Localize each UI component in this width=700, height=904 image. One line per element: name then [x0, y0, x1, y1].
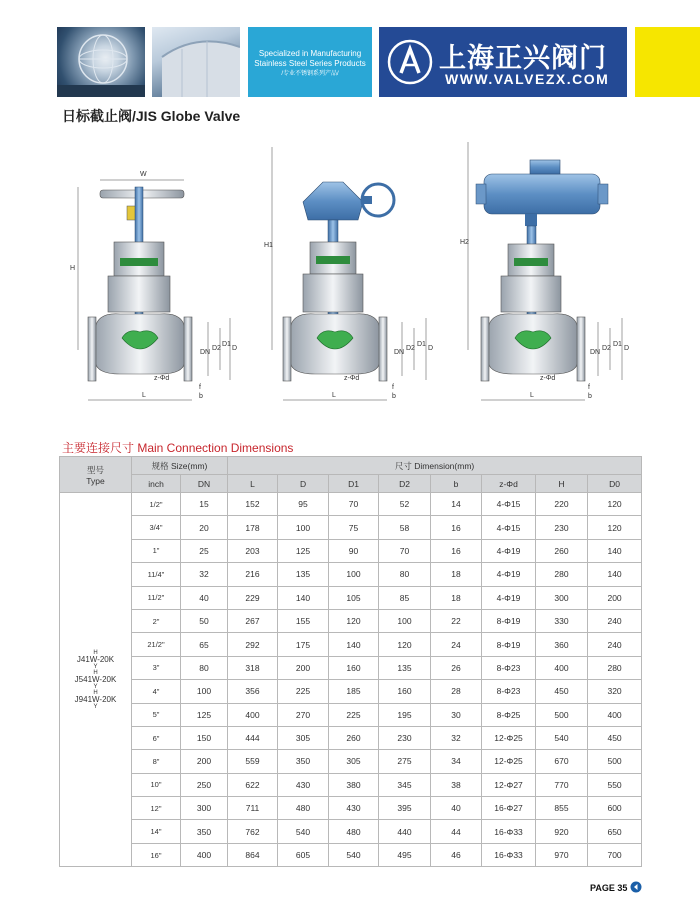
table-cell: 430 — [278, 773, 329, 796]
table-cell: 500 — [588, 750, 642, 773]
table-cell: 14 — [431, 493, 482, 516]
table-cell: 125 — [181, 703, 228, 726]
table-cell: 30 — [431, 703, 482, 726]
table-cell: 178 — [228, 516, 278, 539]
table-cell: 105 — [329, 586, 379, 609]
table-cell: 450 — [536, 680, 588, 703]
table-cell: 292 — [228, 633, 278, 656]
table-cell: 700 — [588, 843, 642, 866]
table-cell: 160 — [379, 680, 431, 703]
table-cell: 1" — [132, 539, 181, 562]
dim-label-h1: H1 — [264, 242, 273, 249]
table-cell: 21/2" — [132, 633, 181, 656]
dim-label-zphid-2: z-Φd — [344, 375, 360, 382]
table-cell: 100 — [329, 563, 379, 586]
dim-label-h2: H2 — [460, 239, 469, 246]
table-cell: 540 — [329, 843, 379, 866]
table-cell: 1/2" — [132, 493, 181, 516]
table-body — [60, 493, 642, 867]
table-cell: 40 — [181, 586, 228, 609]
page-title: 日标截止阀/JIS Globe Valve — [62, 108, 241, 124]
column-header: D2 — [379, 475, 431, 493]
type-header-cn: 型号 — [86, 464, 104, 475]
dim-label-f-1: f — [199, 384, 201, 391]
table-cell: 280 — [536, 563, 588, 586]
dim-label-w: W — [140, 171, 147, 178]
dim-label-d1-2: D1 — [417, 341, 426, 348]
dim-label-zphid-3: z-Φd — [540, 375, 556, 382]
table-cell: 11/2" — [132, 586, 181, 609]
table-cell: 345 — [379, 773, 431, 796]
table-cell: 305 — [278, 726, 329, 749]
table-cell: 65 — [181, 633, 228, 656]
table-cell: 40 — [431, 797, 482, 820]
table-cell: 260 — [329, 726, 379, 749]
table-cell: 250 — [181, 773, 228, 796]
table-cell: 605 — [278, 843, 329, 866]
table-cell: 70 — [329, 493, 379, 516]
table-cell: 140 — [588, 563, 642, 586]
tagline-box — [248, 27, 372, 97]
table-cell: 300 — [536, 586, 588, 609]
table-cell: 34 — [431, 750, 482, 773]
table-cell: 11/4" — [132, 563, 181, 586]
table-cell: 400 — [181, 843, 228, 866]
table-cell: 4-Φ19 — [482, 539, 536, 562]
dim-label-l-1: L — [142, 392, 146, 399]
column-header: D1 — [329, 475, 379, 493]
type-model-line: H — [93, 669, 98, 676]
table-cell: 430 — [329, 797, 379, 820]
type-model-line: H — [93, 689, 98, 696]
brand-name: 上海正兴阀门 — [439, 43, 607, 73]
table-cell: 330 — [536, 609, 588, 632]
dim-label-f-3: f — [588, 384, 590, 391]
type-cell — [60, 493, 132, 867]
dim-label-d-1: D — [232, 345, 238, 352]
table-cell: 540 — [536, 726, 588, 749]
table-row — [60, 563, 642, 586]
table-cell: 650 — [588, 820, 642, 843]
table-cell: 155 — [278, 609, 329, 632]
table-cell: 175 — [278, 633, 329, 656]
table-cell: 16 — [431, 539, 482, 562]
table-cell: 480 — [329, 820, 379, 843]
size-header: 规格 Size(mm) — [132, 457, 228, 475]
table-cell: 400 — [536, 656, 588, 679]
table-cell: 970 — [536, 843, 588, 866]
table-cell: 450 — [588, 726, 642, 749]
table-cell: 100 — [278, 516, 329, 539]
table-cell: 350 — [181, 820, 228, 843]
table-cell: 195 — [379, 703, 431, 726]
table-cell: 28 — [431, 680, 482, 703]
table-cell: 44 — [431, 820, 482, 843]
table-cell: 400 — [588, 703, 642, 726]
table-row — [60, 726, 642, 749]
table-cell: 85 — [379, 586, 431, 609]
table-cell: 2" — [132, 609, 181, 632]
table-cell: 230 — [536, 516, 588, 539]
type-header — [60, 457, 132, 493]
table-cell: 20 — [181, 516, 228, 539]
dim-label-d-2: D — [428, 345, 434, 352]
table-cell: 280 — [588, 656, 642, 679]
table-cell: 260 — [536, 539, 588, 562]
table-row — [60, 773, 642, 796]
column-header: DN — [181, 475, 228, 493]
table-cell: 4-Φ15 — [482, 493, 536, 516]
dim-label-d-3: D — [624, 345, 630, 352]
table-cell: 540 — [278, 820, 329, 843]
table-cell: 38 — [431, 773, 482, 796]
table-cell: 920 — [536, 820, 588, 843]
table-row — [60, 656, 642, 679]
table-cell: 356 — [228, 680, 278, 703]
table-cell: 152 — [228, 493, 278, 516]
table-cell: 275 — [379, 750, 431, 773]
table-cell: 10" — [132, 773, 181, 796]
table-cell: 18 — [431, 563, 482, 586]
table-cell: 864 — [228, 843, 278, 866]
table-cell: 140 — [278, 586, 329, 609]
table-cell: 100 — [181, 680, 228, 703]
table-cell: 160 — [329, 656, 379, 679]
table-cell: 25 — [181, 539, 228, 562]
arrow-left-icon — [630, 881, 642, 893]
table-cell: 559 — [228, 750, 278, 773]
table-cell: 500 — [536, 703, 588, 726]
tagline-line1: Specialized in Manufacturing — [258, 49, 362, 58]
table-cell: 3/4" — [132, 516, 181, 539]
table-cell: 8-Φ19 — [482, 633, 536, 656]
type-model-line: J941W-20K — [74, 694, 117, 704]
column-header: H — [536, 475, 588, 493]
table-row — [60, 703, 642, 726]
table-row — [60, 539, 642, 562]
header-banner — [0, 27, 700, 97]
dim-label-h: H — [70, 265, 76, 272]
table-cell: 395 — [379, 797, 431, 820]
table-cell: 12-Φ25 — [482, 750, 536, 773]
dim-label-d1-1: D1 — [222, 341, 231, 348]
dim-label-d2-1: D2 — [212, 345, 221, 352]
table-row — [60, 680, 642, 703]
table-cell: 550 — [588, 773, 642, 796]
table-cell: 8-Φ23 — [482, 680, 536, 703]
table-cell: 300 — [181, 797, 228, 820]
table-cell: 8-Φ19 — [482, 609, 536, 632]
table-row — [60, 609, 642, 632]
table-row — [60, 797, 642, 820]
type-model-line: Y — [93, 683, 98, 690]
table-cell: 80 — [379, 563, 431, 586]
table-cell: 216 — [228, 563, 278, 586]
dimension-table — [59, 456, 642, 867]
brand-box — [379, 27, 627, 97]
table-cell: 15 — [181, 493, 228, 516]
table-cell: 75 — [329, 516, 379, 539]
table-cell: 140 — [588, 539, 642, 562]
table-cell: 200 — [588, 586, 642, 609]
table-cell: 4-Φ19 — [482, 586, 536, 609]
table-cell: 90 — [329, 539, 379, 562]
dim-label-l-2: L — [332, 392, 336, 399]
table-cell: 203 — [228, 539, 278, 562]
table-cell: 495 — [379, 843, 431, 866]
table-cell: 267 — [228, 609, 278, 632]
dim-label-dn-1: DN — [200, 349, 211, 356]
table-cell: 4-Φ19 — [482, 563, 536, 586]
globe-sculpture-photo — [57, 27, 145, 97]
dim-label-b-3: b — [588, 393, 592, 400]
electric-valve-drawing — [460, 142, 629, 400]
table-cell: 140 — [329, 633, 379, 656]
type-model-line: Y — [93, 703, 98, 710]
column-header: D — [278, 475, 329, 493]
table-cell: 16-Φ33 — [482, 820, 536, 843]
table-cell: 70 — [379, 539, 431, 562]
table-cell: 8-Φ23 — [482, 656, 536, 679]
table-cell: 770 — [536, 773, 588, 796]
gear-valve-drawing — [264, 147, 433, 400]
table-cell: 318 — [228, 656, 278, 679]
table-cell: 50 — [181, 609, 228, 632]
valve-drawings-svg — [60, 132, 650, 412]
type-model-line: J541W-20K — [74, 674, 117, 684]
table-cell: 440 — [379, 820, 431, 843]
dim-label-b-2: b — [392, 393, 396, 400]
table-cell: 12" — [132, 797, 181, 820]
table-cell: 32 — [431, 726, 482, 749]
table-cell: 8-Φ25 — [482, 703, 536, 726]
dim-label-d2-3: D2 — [602, 345, 611, 352]
dim-label-b-1: b — [199, 393, 203, 400]
tank-photo — [152, 27, 240, 97]
table-row — [60, 586, 642, 609]
table-cell: 135 — [278, 563, 329, 586]
dimension-header: 尺寸 Dimension(mm) — [228, 457, 642, 475]
table-cell: 270 — [278, 703, 329, 726]
table-cell: 444 — [228, 726, 278, 749]
type-model-line: H — [93, 649, 98, 656]
table-cell: 240 — [588, 609, 642, 632]
table-cell: 95 — [278, 493, 329, 516]
table-cell: 185 — [329, 680, 379, 703]
table-cell: 5" — [132, 703, 181, 726]
table-cell: 80 — [181, 656, 228, 679]
table-cell: 16" — [132, 843, 181, 866]
table-cell: 225 — [278, 680, 329, 703]
table-cell: 3" — [132, 656, 181, 679]
table-row — [60, 843, 642, 866]
table-row — [60, 750, 642, 773]
table-cell: 135 — [379, 656, 431, 679]
brand-url: WWW.VALVEZX.COM — [445, 71, 610, 87]
tagline-line2: Stainless Steel Series Products — [254, 59, 366, 68]
handwheel-valve-drawing — [70, 171, 237, 400]
table-cell: 12-Φ27 — [482, 773, 536, 796]
table-cell: 225 — [329, 703, 379, 726]
table-cell: 120 — [588, 493, 642, 516]
table-cell: 120 — [379, 633, 431, 656]
table-cell: 305 — [329, 750, 379, 773]
table-cell: 360 — [536, 633, 588, 656]
table-cell: 150 — [181, 726, 228, 749]
type-header-en: Type — [86, 475, 105, 486]
table-cell: 6" — [132, 726, 181, 749]
table-cell: 16-Φ27 — [482, 797, 536, 820]
type-model-line: Y — [93, 663, 98, 670]
table-cell: 12-Φ25 — [482, 726, 536, 749]
table-cell: 350 — [278, 750, 329, 773]
section-title: 主要连接尺寸 Main Connection Dimensions — [62, 441, 294, 455]
column-header: b — [431, 475, 482, 493]
table-cell: 220 — [536, 493, 588, 516]
table-cell: 380 — [329, 773, 379, 796]
table-row — [60, 516, 642, 539]
table-cell: 26 — [431, 656, 482, 679]
table-cell: 16-Φ33 — [482, 843, 536, 866]
table-cell: 200 — [278, 656, 329, 679]
table-cell: 480 — [278, 797, 329, 820]
valve-drawings — [60, 132, 650, 412]
table-cell: 18 — [431, 586, 482, 609]
table-cell: 32 — [181, 563, 228, 586]
table-cell: 14" — [132, 820, 181, 843]
table-cell: 125 — [278, 539, 329, 562]
table-cell: 22 — [431, 609, 482, 632]
type-model-line: J41W-20K — [76, 654, 115, 664]
tagline-line3: /专业不锈钢系列产品/ — [281, 71, 339, 77]
table-cell: 16 — [431, 516, 482, 539]
dim-label-zphid-1: z-Φd — [154, 375, 170, 382]
column-header: z-Φd — [482, 475, 536, 493]
dim-label-d1-3: D1 — [613, 341, 622, 348]
table-header-row-1 — [60, 457, 642, 475]
column-header: D0 — [588, 475, 642, 493]
table-cell: 100 — [379, 609, 431, 632]
table-row — [60, 633, 642, 656]
dim-label-dn-2: DN — [394, 349, 405, 356]
table-cell: 58 — [379, 516, 431, 539]
table-cell: 52 — [379, 493, 431, 516]
table-cell: 711 — [228, 797, 278, 820]
table-row — [60, 820, 642, 843]
table-cell: 600 — [588, 797, 642, 820]
table-cell: 120 — [329, 609, 379, 632]
table-cell: 24 — [431, 633, 482, 656]
yellow-accent-block — [635, 27, 700, 97]
table-cell: 670 — [536, 750, 588, 773]
brand-logo-icon — [387, 39, 433, 85]
table-cell: 4" — [132, 680, 181, 703]
dim-label-d2-2: D2 — [406, 345, 415, 352]
dim-label-f-2: f — [392, 384, 394, 391]
table-cell: 855 — [536, 797, 588, 820]
table-cell: 240 — [588, 633, 642, 656]
table-cell: 762 — [228, 820, 278, 843]
dimension-table-container — [59, 456, 641, 867]
table-cell: 400 — [228, 703, 278, 726]
table-cell: 229 — [228, 586, 278, 609]
column-header: inch — [132, 475, 181, 493]
dim-label-dn-3: DN — [590, 349, 601, 356]
table-cell: 120 — [588, 516, 642, 539]
table-row — [60, 493, 642, 516]
table-cell: 8" — [132, 750, 181, 773]
table-header-row-2 — [60, 475, 642, 493]
table-cell: 622 — [228, 773, 278, 796]
table-cell: 230 — [379, 726, 431, 749]
page-number: PAGE 35 — [590, 883, 628, 893]
column-header: L — [228, 475, 278, 493]
table-cell: 200 — [181, 750, 228, 773]
table-cell: 4-Φ15 — [482, 516, 536, 539]
dim-label-l-3: L — [530, 392, 534, 399]
table-cell: 46 — [431, 843, 482, 866]
table-cell: 320 — [588, 680, 642, 703]
